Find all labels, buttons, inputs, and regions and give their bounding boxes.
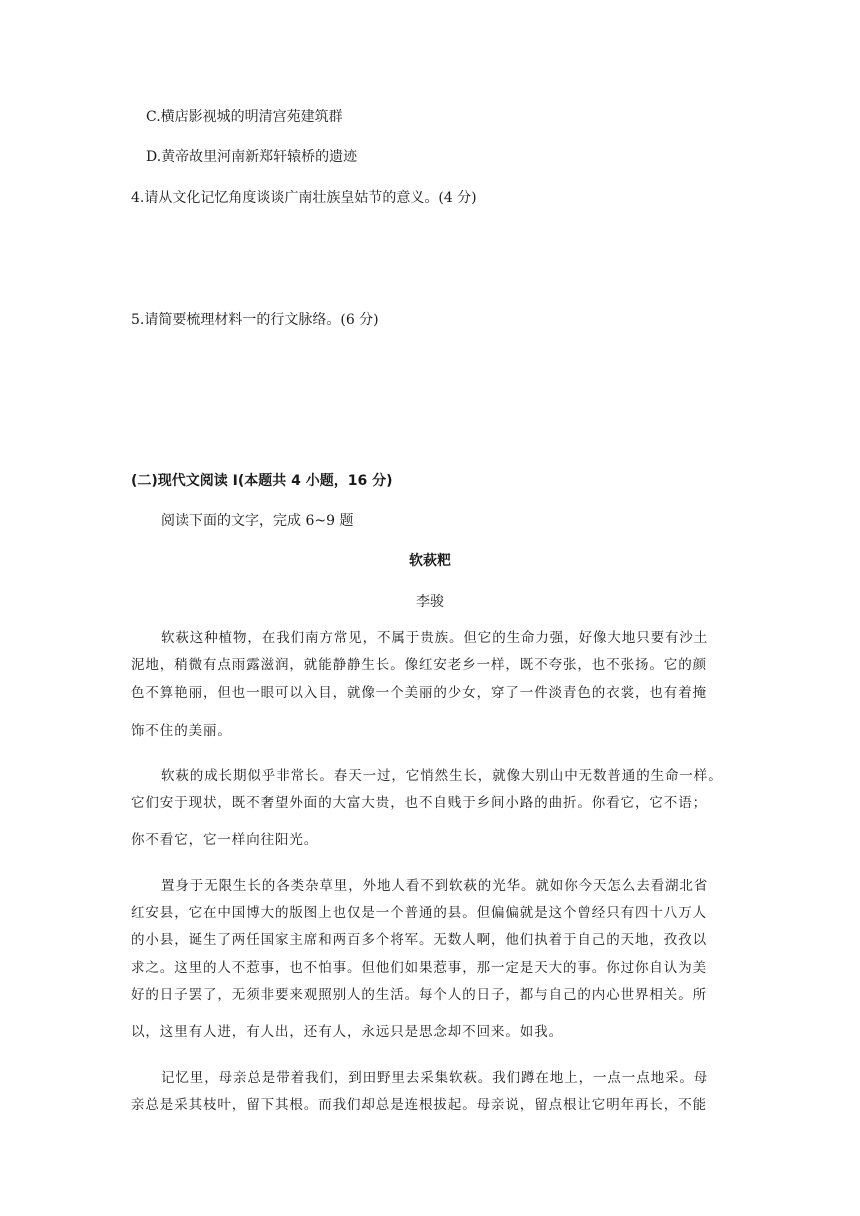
body-line: 置身于无限生长的各类杂草里，外地人看不到软萩的光华。就如你今天怎么去看湖北省	[161, 878, 709, 894]
body-line: 泥地，稍微有点雨露滋润，就能静静生长。像红安老乡一样，既不夸张，也不张扬。它的颜	[131, 657, 707, 673]
body-line: 亲总是采其枝叶，留下其根。而我们却总是连根拔起。母亲说，留点根让它明年再长，不能	[131, 1097, 707, 1113]
body-line: 它们安于现状，既不奢望外面的大富大贵，也不自贱于乡间小路的曲折。你看它，它不语；	[131, 795, 707, 811]
body-line: 好的日子罢了，无须非要来观照别人的生活。每个人的日子，都与自己的内心世界相关。所	[131, 987, 707, 1003]
question-4: 4.请从文化记忆角度谈谈广南壮族皇姑节的意义。(4 分)	[131, 190, 477, 206]
body-line: 记忆里，母亲总是带着我们，到田野里去采集软萩。我们蹲在地上，一点一点地采。母	[161, 1070, 709, 1086]
body-line: 求之。这里的人不惹事，也不怕事。但他们如果惹事，那一定是天大的事。你过你自认为美	[131, 960, 707, 976]
question-5: 5.请简要梳理材料一的行文脉络。(6 分)	[131, 312, 379, 328]
body-line: 色不算艳丽，但也一眼可以入目，就像一个美丽的少女，穿了一件淡青色的衣裳，也有着掩	[131, 685, 707, 701]
body-line: 以，这里有人进，有人出，还有人，永远只是思念却不回来。如我。	[131, 1024, 563, 1040]
article-title: 软萩粑	[409, 553, 451, 569]
option-c: C.横店影视城的明清宫苑建筑群	[146, 109, 343, 125]
section-heading: (二)现代文阅读 I(本题共 4 小题，16 分)	[131, 473, 393, 489]
option-d: D.黄帝故里河南新郑轩辕桥的遗迹	[146, 149, 358, 165]
body-line: 的小县，诞生了两任国家主席和两百多个将军。无数人啊，他们执着于自己的天地，孜孜以	[131, 932, 707, 948]
reading-instruction: 阅读下面的文字，完成 6~9 题	[161, 513, 354, 529]
body-line: 你不看它，它一样向往阳光。	[131, 832, 319, 848]
body-line: 软萩这种植物，在我们南方常见，不属于贵族。但它的生命力强，好像大地只要有沙土	[161, 630, 709, 646]
body-line: 红安县，它在中国博大的版图上也仅是一个普通的县。但偏偏就是这个曾经只有四十八万人	[131, 905, 707, 921]
body-line: 饰不住的美丽。	[131, 723, 232, 739]
body-line: 软萩的成长期似乎非常长。春天一过，它悄然生长，就像大别山中无数普通的生命一样。	[161, 768, 723, 784]
article-author: 李骏	[416, 594, 444, 610]
